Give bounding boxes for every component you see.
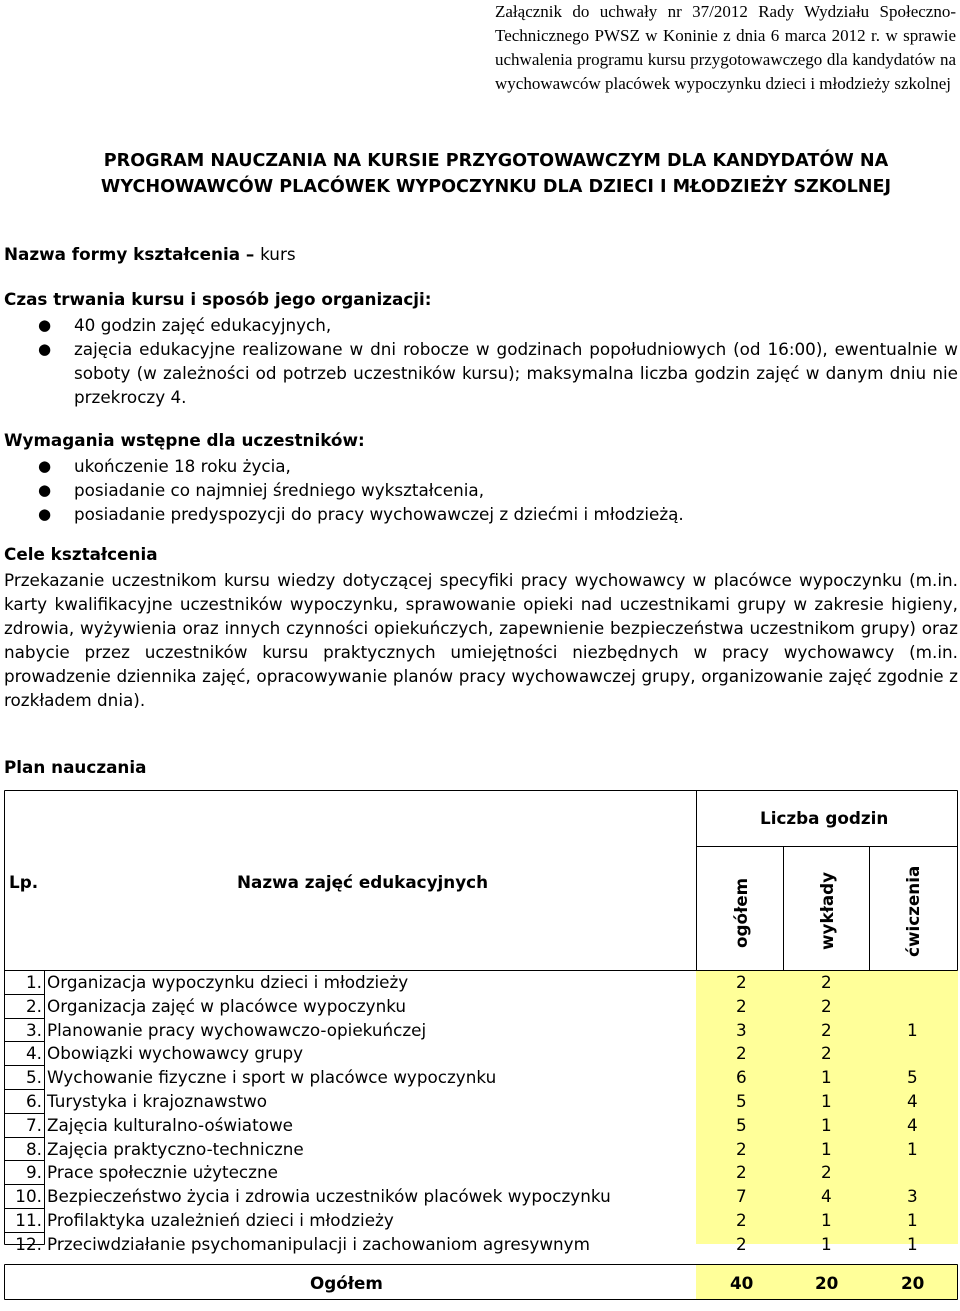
- row-subject: Organizacja wypoczynku dzieci i młodzieży: [47, 972, 409, 992]
- form-dash: –: [245, 244, 255, 264]
- row-lecture-hours: 1: [821, 1091, 832, 1111]
- row-number: 4.: [25, 1043, 42, 1064]
- lp-header: Lp.: [9, 872, 39, 892]
- row-total-hours: 5: [736, 1091, 747, 1111]
- row-number: 9.: [25, 1162, 42, 1183]
- row-number: 3.: [25, 1019, 42, 1040]
- row-subject: Profilaktyka uzależnień dzieci i młodzieży: [47, 1210, 394, 1230]
- row-lecture-hours: 1: [821, 1067, 832, 1088]
- row-exercise-hours: 5: [907, 1067, 918, 1088]
- row-total-hours: 2: [736, 995, 747, 1016]
- row-subject: Organizacja zajęć w placówce wypoczynku: [47, 995, 407, 1016]
- exercises-header: ćwiczenia: [903, 865, 923, 957]
- row-subject: Obowiązki wychowawcy grupy: [47, 1043, 304, 1064]
- row-exercise-hours: 1: [907, 1019, 918, 1040]
- row-exercise-hours: 4: [907, 1114, 918, 1135]
- row-total-hours: 7: [736, 1186, 747, 1207]
- row-number: 5.: [25, 1067, 42, 1088]
- row-subject: Bezpieczeństwo życia i zdrowia uczestników placówek wypoczynku: [47, 1186, 611, 1207]
- requirements-list: [38, 454, 958, 526]
- row-total-hours: 2: [736, 1138, 747, 1159]
- row-lecture-hours: 4: [821, 1186, 832, 1207]
- list-item: [38, 454, 958, 478]
- form-label: Nazwa formy kształcenia: [4, 244, 241, 264]
- row-lecture-hours: 1: [821, 1210, 832, 1230]
- summary-lectures: 20: [815, 1273, 839, 1293]
- requirements-heading: Wymagania wstępne dla uczestników:: [4, 430, 365, 450]
- row-total-hours: 2: [736, 1162, 747, 1183]
- row-number: 11.: [15, 1210, 42, 1230]
- row-lecture-hours: 1: [821, 1138, 832, 1159]
- row-number: 6.: [25, 1091, 42, 1111]
- lectures-header: wykłady: [817, 871, 837, 950]
- bullet-icon: ●: [38, 457, 52, 475]
- summary-exercises: 20: [901, 1273, 925, 1293]
- row-subject: Zajęcia kulturalno-oświatowe: [47, 1114, 293, 1135]
- row-lecture-hours: 1: [821, 1233, 832, 1254]
- row-exercise-hours: 3: [907, 1186, 918, 1207]
- row-number: 12.: [15, 1233, 42, 1254]
- row-subject: Turystyka i krajoznawstwo: [47, 1091, 268, 1111]
- form-heading: [4, 244, 296, 264]
- list-item-text: posiadanie predyspozycji do pracy wychowawczej z dziećmi i młodzieżą.: [74, 504, 684, 524]
- row-exercise-hours: 1: [907, 1138, 918, 1159]
- duration-list: [38, 313, 958, 409]
- total-header: ogółem: [731, 877, 751, 948]
- plan-heading: Plan nauczania: [4, 757, 147, 777]
- bullet-icon: ●: [38, 505, 52, 523]
- annex-note: Załącznik do uchwały nr 37/2012 Rady Wydziału Społeczno-Technicznego PWSZ w Koninie z dnia 6 marca 2012 r. w sprawie uchwalenia programu kursu przygotowawczego dla kandydatów na wychowawców placówek wypoczynku dzieci i młodzieży szkolnej: [495, 2, 956, 93]
- row-lecture-hours: 2: [821, 1019, 832, 1040]
- summary-label: Ogółem: [310, 1273, 383, 1293]
- row-lecture-hours: 1: [821, 1114, 832, 1135]
- row-total-hours: 2: [736, 1043, 747, 1064]
- row-number: 2.: [25, 995, 42, 1016]
- list-item-text: ukończenie 18 roku życia,: [74, 456, 291, 476]
- list-item: [38, 337, 958, 409]
- row-exercise-hours: 1: [907, 1210, 918, 1230]
- row-exercise-hours: 1: [907, 1233, 918, 1254]
- row-subject: Planowanie pracy wychowawczo-opiekuńczej: [47, 1019, 427, 1040]
- goals-text: Przekazanie uczestnikom kursu wiedzy dotyczącej specyfiki pracy wychowawcy w placówce wypoczynku (m.in. karty kwalifikacyjne uczestników wypoczynku, sprawowanie opieki nad uczestnikami grupy w zakresie higieny, zdrowia, wyżywienia oraz innych czynności opiekuńczych, zapewnienie bezpieczeństwa uczestnikom grupy) oraz nabycie przez uczestników kursu praktycznych umiejętności niezbędnych w pracy wychowawcy (m.in. prowadzenie dziennika zajęć, opracowywanie planów pracy wychowawczej grupy, organizowanie zajęć zgodnie z rozkładem dnia).: [4, 570, 958, 710]
- list-item: [38, 313, 958, 337]
- list-item: [38, 478, 958, 502]
- row-subject: Wychowanie fizyczne i sport w placówce wypoczynku: [47, 1067, 497, 1088]
- row-subject: Prace społecznie użyteczne: [47, 1162, 278, 1183]
- form-value: kurs: [260, 244, 296, 264]
- hours-header: Liczba godzin: [760, 808, 889, 828]
- row-lecture-hours: 2: [821, 1162, 832, 1183]
- row-total-hours: 5: [736, 1114, 747, 1135]
- row-total-hours: 2: [736, 1210, 747, 1230]
- duration-heading: Czas trwania kursu i sposób jego organizacji:: [4, 289, 432, 309]
- list-item-text: zajęcia edukacyjne realizowane w dni robocze w godzinach popołudniowych (od 16:00), ewentualnie w soboty (w zależności od potrzeb uczestników kursu); maksymalna liczba godzin zajęć w danym dniu nie przekroczy 4.: [74, 339, 958, 407]
- list-item-text: posiadanie co najmniej średniego wykształcenia,: [74, 480, 485, 500]
- list-item-text: 40 godzin zajęć edukacyjnych,: [74, 315, 332, 335]
- bullet-icon: ●: [38, 340, 52, 358]
- row-total-hours: 2: [736, 1233, 747, 1254]
- row-total-hours: 6: [736, 1067, 747, 1088]
- goals-heading: Cele kształcenia: [4, 544, 158, 564]
- row-subject: Zajęcia praktyczno-techniczne: [47, 1138, 304, 1159]
- bullet-icon: ●: [38, 481, 52, 499]
- summary-total: 40: [730, 1273, 754, 1293]
- row-number: 1.: [25, 972, 42, 992]
- row-total-hours: 2: [736, 972, 747, 992]
- list-item: [38, 502, 958, 526]
- row-number: 7.: [25, 1114, 42, 1135]
- row-number: 8.: [25, 1138, 42, 1159]
- row-lecture-hours: 2: [821, 995, 832, 1016]
- row-exercise-hours: 4: [907, 1091, 918, 1111]
- row-subject: Przeciwdziałanie psychomanipulacji i zachowaniom agresywnym: [47, 1233, 590, 1254]
- name-header: Nazwa zajęć edukacyjnych: [237, 872, 489, 892]
- row-lecture-hours: 2: [821, 972, 832, 992]
- row-total-hours: 3: [736, 1019, 747, 1040]
- row-number: 10.: [15, 1186, 42, 1207]
- row-lecture-hours: 2: [821, 1043, 832, 1064]
- document-title: PROGRAM NAUCZANIA NA KURSIE PRZYGOTOWAWCZYM DLA KANDYDATÓW NA WYCHOWAWCÓW PLACÓWEK WYPOCZYNKU DLA DZIECI I MŁODZIEŻY SZKOLNEJ: [100, 151, 892, 197]
- bullet-icon: ●: [38, 316, 52, 334]
